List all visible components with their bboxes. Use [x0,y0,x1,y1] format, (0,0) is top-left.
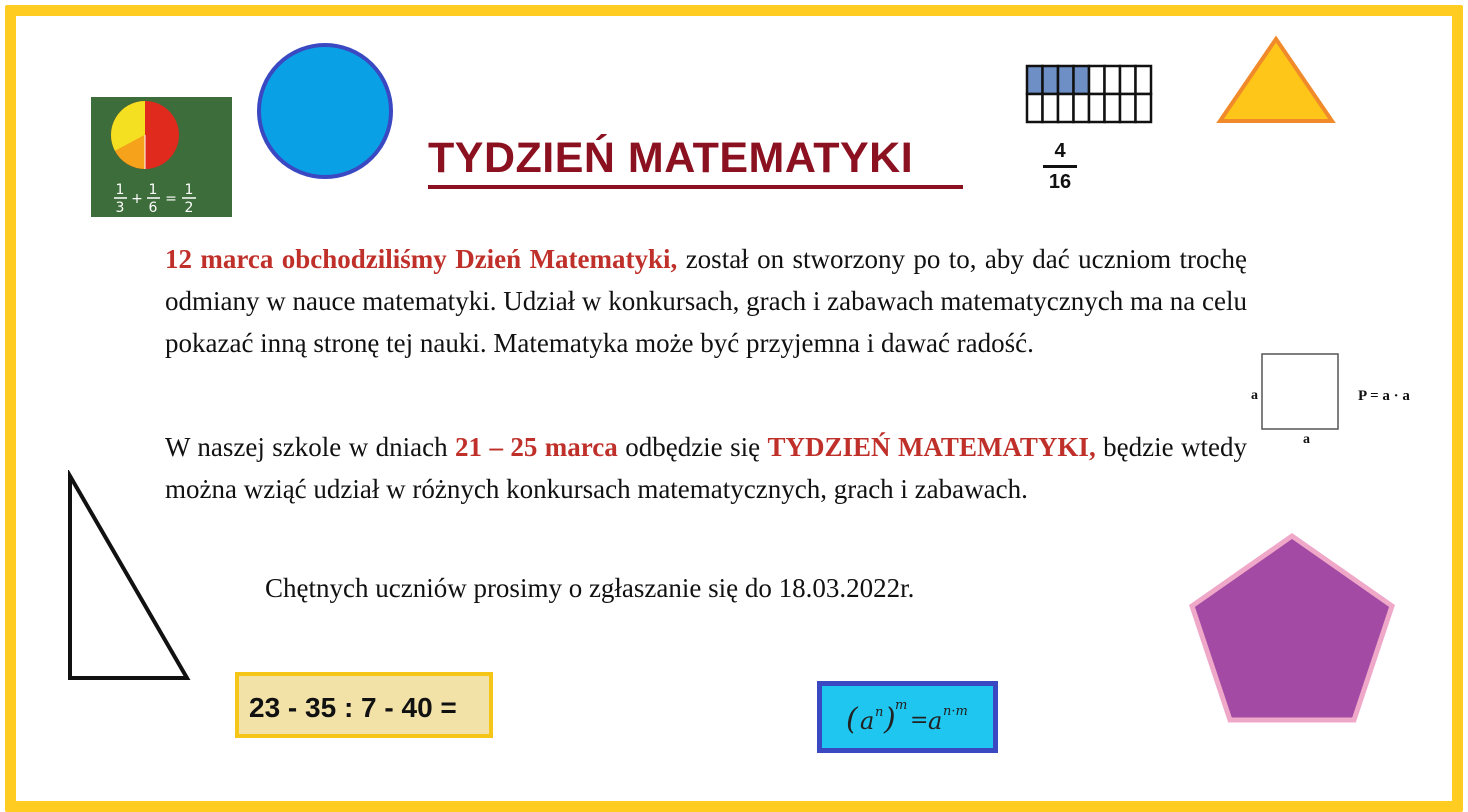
square-side-left-label: a [1251,388,1258,403]
pie-fraction-chalkboard-icon [91,97,232,217]
square-side-bottom-label: a [1303,432,1310,447]
event-name: TYDZIEŃ MATEMATYKI, [767,432,1096,462]
chalk-b-num: 1 [148,182,158,198]
fraction-grid-cell [1074,94,1090,122]
signup-notice: Chętnych uczniów prosimy o zgłaszanie się do 18.03.2022r. [265,573,915,603]
event-text-3: będzie wtedy można wziąć udział w różnych konkursach matematycznych, grach i zabawach. [165,432,1247,504]
title-underline [428,185,963,189]
fraction-grid-cell [1136,94,1152,122]
pow-equals: = [910,708,929,733]
fraction-grid-cell [1089,66,1105,94]
event-text-1: W naszej szkole w dniach [165,432,456,462]
page-title: TYDZIEŃ MATEMATYKI [428,134,914,182]
pow-base: a [860,707,875,735]
intro-highlight: 12 marca obchodziliśmy Dzień Matematyki, [165,244,678,274]
square-shape [1261,353,1341,431]
fraction-grid-cell [1089,94,1105,122]
fraction-grid-cell [1074,66,1090,94]
power-rule-box [817,681,998,753]
purple-pentagon-shape [1186,532,1398,724]
fraction-numerator: 4 [1054,140,1066,162]
fraction-grid-cell [1027,94,1043,122]
power-rule-formula [822,686,993,748]
fraction-grid-cell [1105,94,1121,122]
svg-text:): ) [884,702,896,737]
fraction-grid-cell [1058,94,1074,122]
chalkboard-image [91,97,232,217]
pow-rhs-base: a [928,707,943,735]
fraction-grid-shape [1025,64,1153,126]
chalk-plus: + [131,191,143,207]
svg-text:(: ( [846,702,858,737]
intro-paragraph [165,238,1247,364]
event-text-2: odbędzie się [617,432,768,462]
event-dates: 21 – 25 marca [455,432,618,462]
event-paragraph [165,426,1247,510]
chalk-a-num: 1 [115,182,125,198]
right-triangle-shape [64,470,192,684]
chalk-c-num: 1 [184,182,194,198]
yellow-triangle-shape [1214,35,1338,127]
fraction-grid-cell [1043,66,1059,94]
fraction-denominator: 16 [1048,171,1072,193]
chalk-b-den: 6 [148,200,158,216]
intro-text: został on stworzony po to, aby dać uczniom trochę odmiany w nauce matematyki. Udział w konkursach, grach i zabawach matematycznych ma na celu pokazać inną stronę tej nauki. Matematyka może być przyjemna i dawać radość. [165,244,1247,358]
square-area-formula: P = a · a [1358,388,1410,404]
fraction-grid-cell [1105,66,1121,94]
fraction-label [1043,140,1077,193]
fraction-grid-cell [1043,94,1059,122]
chalk-equals: = [165,191,177,207]
fraction-grid-cell [1058,66,1074,94]
pow-inner-exp: n [875,705,884,720]
pow-outer-exp: m [895,698,908,713]
fraction-grid-cell [1027,66,1043,94]
fraction-grid-cell [1120,66,1136,94]
arithmetic-task: 23 - 35 : 7 - 40 = [235,672,493,738]
chalk-c-den: 2 [184,200,194,216]
blue-circle-shape [255,41,395,181]
fraction-grid-cell [1136,66,1152,94]
chalk-a-den: 3 [115,200,125,216]
pow-rhs-exp: n·m [943,704,968,719]
fraction-grid-cell [1120,94,1136,122]
